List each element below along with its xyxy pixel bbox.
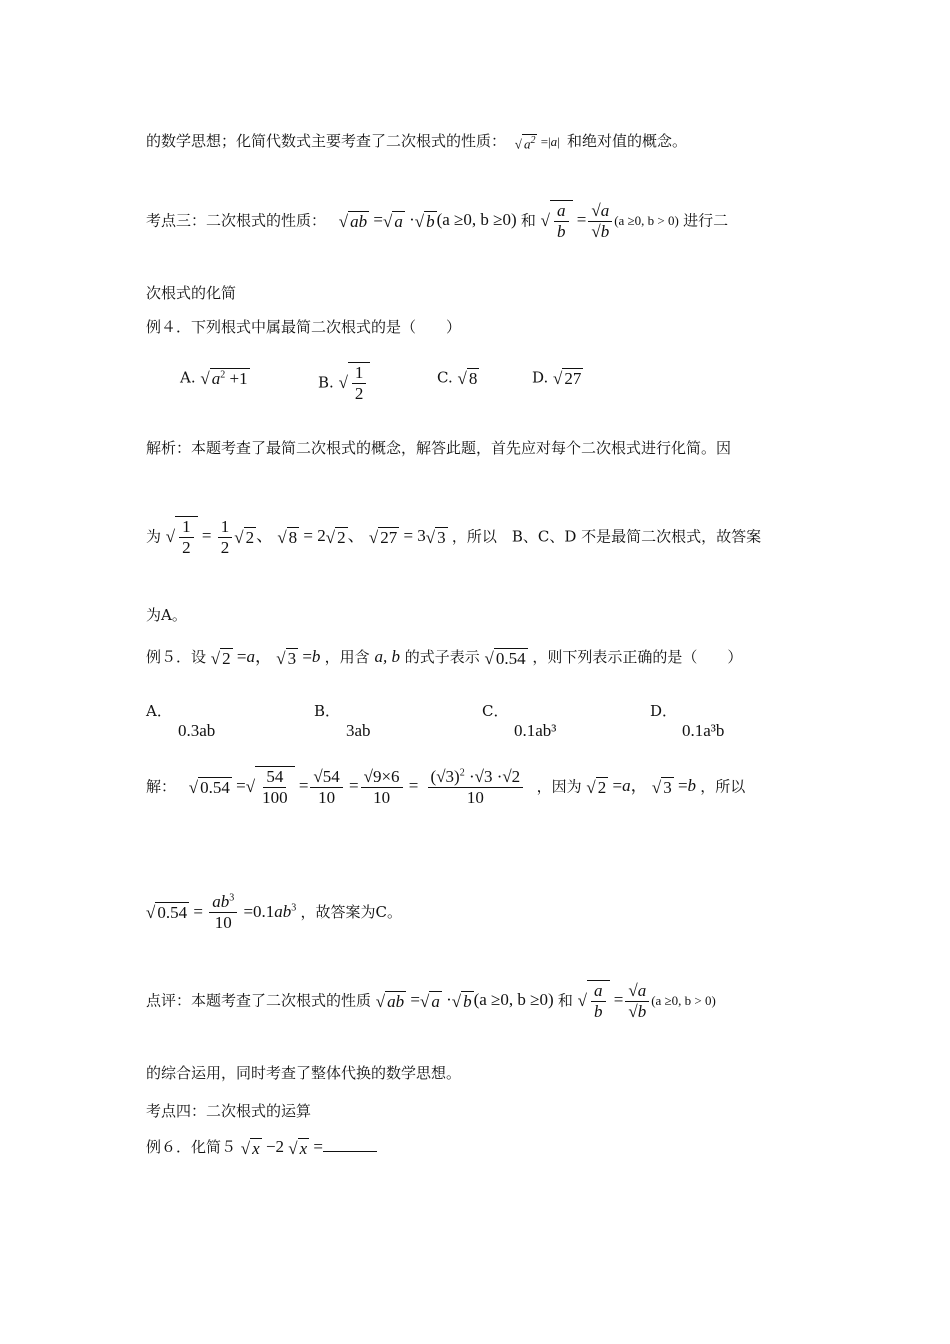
ex5-q-pre: 例５．设 <box>146 648 207 666</box>
comment-cond-2: (a ≥0, b > 0) <box>651 993 716 1009</box>
example-4-option-c <box>437 368 479 389</box>
example-6-text: 例６．化简５ <box>146 1138 237 1156</box>
example-4-analysis-line-1: 解析：本题考查了最简二次根式的概念，解答此题，首先应对每个二次根式进行化简。因 <box>146 439 732 457</box>
keypoint-3-text: 考点三：二次根式的性质： <box>146 211 327 230</box>
comment-line-2: 的综合运用，同时考查了整体代换的数学思想。 <box>146 1064 462 1082</box>
ex5-target: √ 0.54 <box>484 648 526 668</box>
ex5-q-end: ，则下列表示正确的是（ ） <box>532 648 743 666</box>
comment-formula-1: √ ab =√ a ·√ b (a ≥0, b ≥0) <box>375 990 554 1011</box>
formula-sqrt-a-over-b: √ $\frac{a}{b}$ = $\frac{√a}{√b}$ (a ≥0, b > 0) <box>540 200 679 242</box>
ex5-option-b-value: 3ab <box>346 721 371 740</box>
example-5-solution <box>146 766 745 809</box>
example-4-option-d <box>532 368 583 389</box>
example-4-option-a <box>180 368 250 389</box>
example-6-formula: √ x −2 √ x = <box>241 1137 377 1156</box>
option-c-label: C. <box>437 368 453 387</box>
ex5-option-b-label: B． <box>314 702 341 720</box>
ex5-option-a-label: A． <box>146 702 172 720</box>
formula-1-cond: (a ≥0, b ≥0) <box>436 210 517 230</box>
formula-sqrt-ab: √ ab =√ a ·√ b (a ≥0, b ≥0) <box>338 210 517 231</box>
ex5-option-c-value: 0.1ab³ <box>514 721 557 740</box>
comment-formula-2: √ $\frac{a}{b}$ = $\frac{√a}{√b}$ (a ≥0, b > 0) <box>577 980 716 1022</box>
solution-derivation: √ 0.54 =√ $\frac{54}{100}$ = $\frac{√54}{10}$ = $\frac{√9\times 6}{10}$ = $\frac{(√3)^2 \cdot√3 \cdot√2}{10}$ <box>189 776 537 795</box>
solution-since: ，因为 <box>536 777 582 796</box>
keypoint-3-and: 和 <box>520 211 536 230</box>
conclusion-text: ，故答案为C。 <box>300 902 403 921</box>
option-b-label: B. <box>318 373 334 392</box>
paragraph-1 <box>146 130 687 152</box>
paragraph-1-mid: 和绝对值的概念。 <box>566 132 687 150</box>
formula-2-cond: (a ≥0, b > 0) <box>614 213 679 229</box>
example-5-option-c <box>482 700 556 741</box>
conclusion-formula: √ 0.54 = $\frac{ab^3}{10}$ $=0.1ab^3$ <box>146 892 297 933</box>
keypoint-3-line-2: 次根式的化简 <box>146 284 237 302</box>
keypoint-4: 考点四：二次根式的运算 <box>146 1102 312 1120</box>
comment-text: 点评：本题考查了二次根式的性质 <box>146 991 372 1010</box>
example-4-option-b <box>318 362 370 405</box>
example-4-analysis-line-2 <box>146 516 761 559</box>
answer-blank[interactable] <box>323 1139 377 1152</box>
formula-sqrt-a-squared: √ $a^2 =|a|$ <box>514 134 563 152</box>
comment-line-1 <box>146 980 716 1023</box>
ex5-q-post: 的式子表示 <box>404 648 480 666</box>
example-4-analysis-line-3: 为A。 <box>146 606 187 624</box>
keypoint-3-line <box>146 200 728 243</box>
ex5-option-a-value: 0.3ab <box>178 721 216 740</box>
example-5-conclusion <box>146 892 402 934</box>
ex5-option-d-value: 0.1a³b <box>682 721 725 740</box>
comment-and: 和 <box>557 991 573 1010</box>
example-5-option-a <box>146 700 215 741</box>
option-d-label: D. <box>532 368 549 387</box>
paragraph-1-text: 的数学思想；化简代数式主要考查了二次根式的性质： <box>146 132 507 150</box>
ex5-option-d-label: D． <box>650 702 678 720</box>
ex5-given: √ 2 =a， √ 3 =b <box>210 647 321 668</box>
example-5-option-d <box>650 700 724 741</box>
analysis-line-2-post: ，所以 B、C、D 不是最简二次根式，故答案 <box>451 527 762 546</box>
analysis-line-2-pre: 为 <box>146 527 162 546</box>
ex5-option-c-label: C． <box>482 702 509 720</box>
option-a-label: A. <box>180 368 196 387</box>
comment-cond-1: (a ≥0, b ≥0) <box>473 990 554 1010</box>
option-d-formula: √ 27 <box>553 369 582 388</box>
example-4-question: 例４．下列根式中属最简二次根式的是（ ） <box>146 318 462 336</box>
solution-given: √ 2 =a， √ 3 =b <box>586 776 697 797</box>
analysis-formulas: √ $\frac{1}{2}$ = $\frac{1}{2}$ √ 2 、 √ 8 = 2√ 2 、 √ 27 = 3√ 3 <box>165 516 446 558</box>
option-c-formula: √ 8 <box>457 369 478 388</box>
example-5-question <box>146 642 742 669</box>
option-b-formula: √ $\frac{1}{2}$ <box>339 362 371 405</box>
solution-so: ，所以 <box>700 777 746 796</box>
solution-label: 解： <box>146 777 177 796</box>
example-5-option-b <box>314 700 371 741</box>
option-a-formula: √ $a^2 +1$ <box>200 369 248 388</box>
ex5-q-mid: ，用含 <box>324 648 370 666</box>
keypoint-3-tail: 进行二 <box>683 211 729 230</box>
example-6-question <box>146 1136 377 1159</box>
ex5-variables: a, b <box>374 647 400 666</box>
